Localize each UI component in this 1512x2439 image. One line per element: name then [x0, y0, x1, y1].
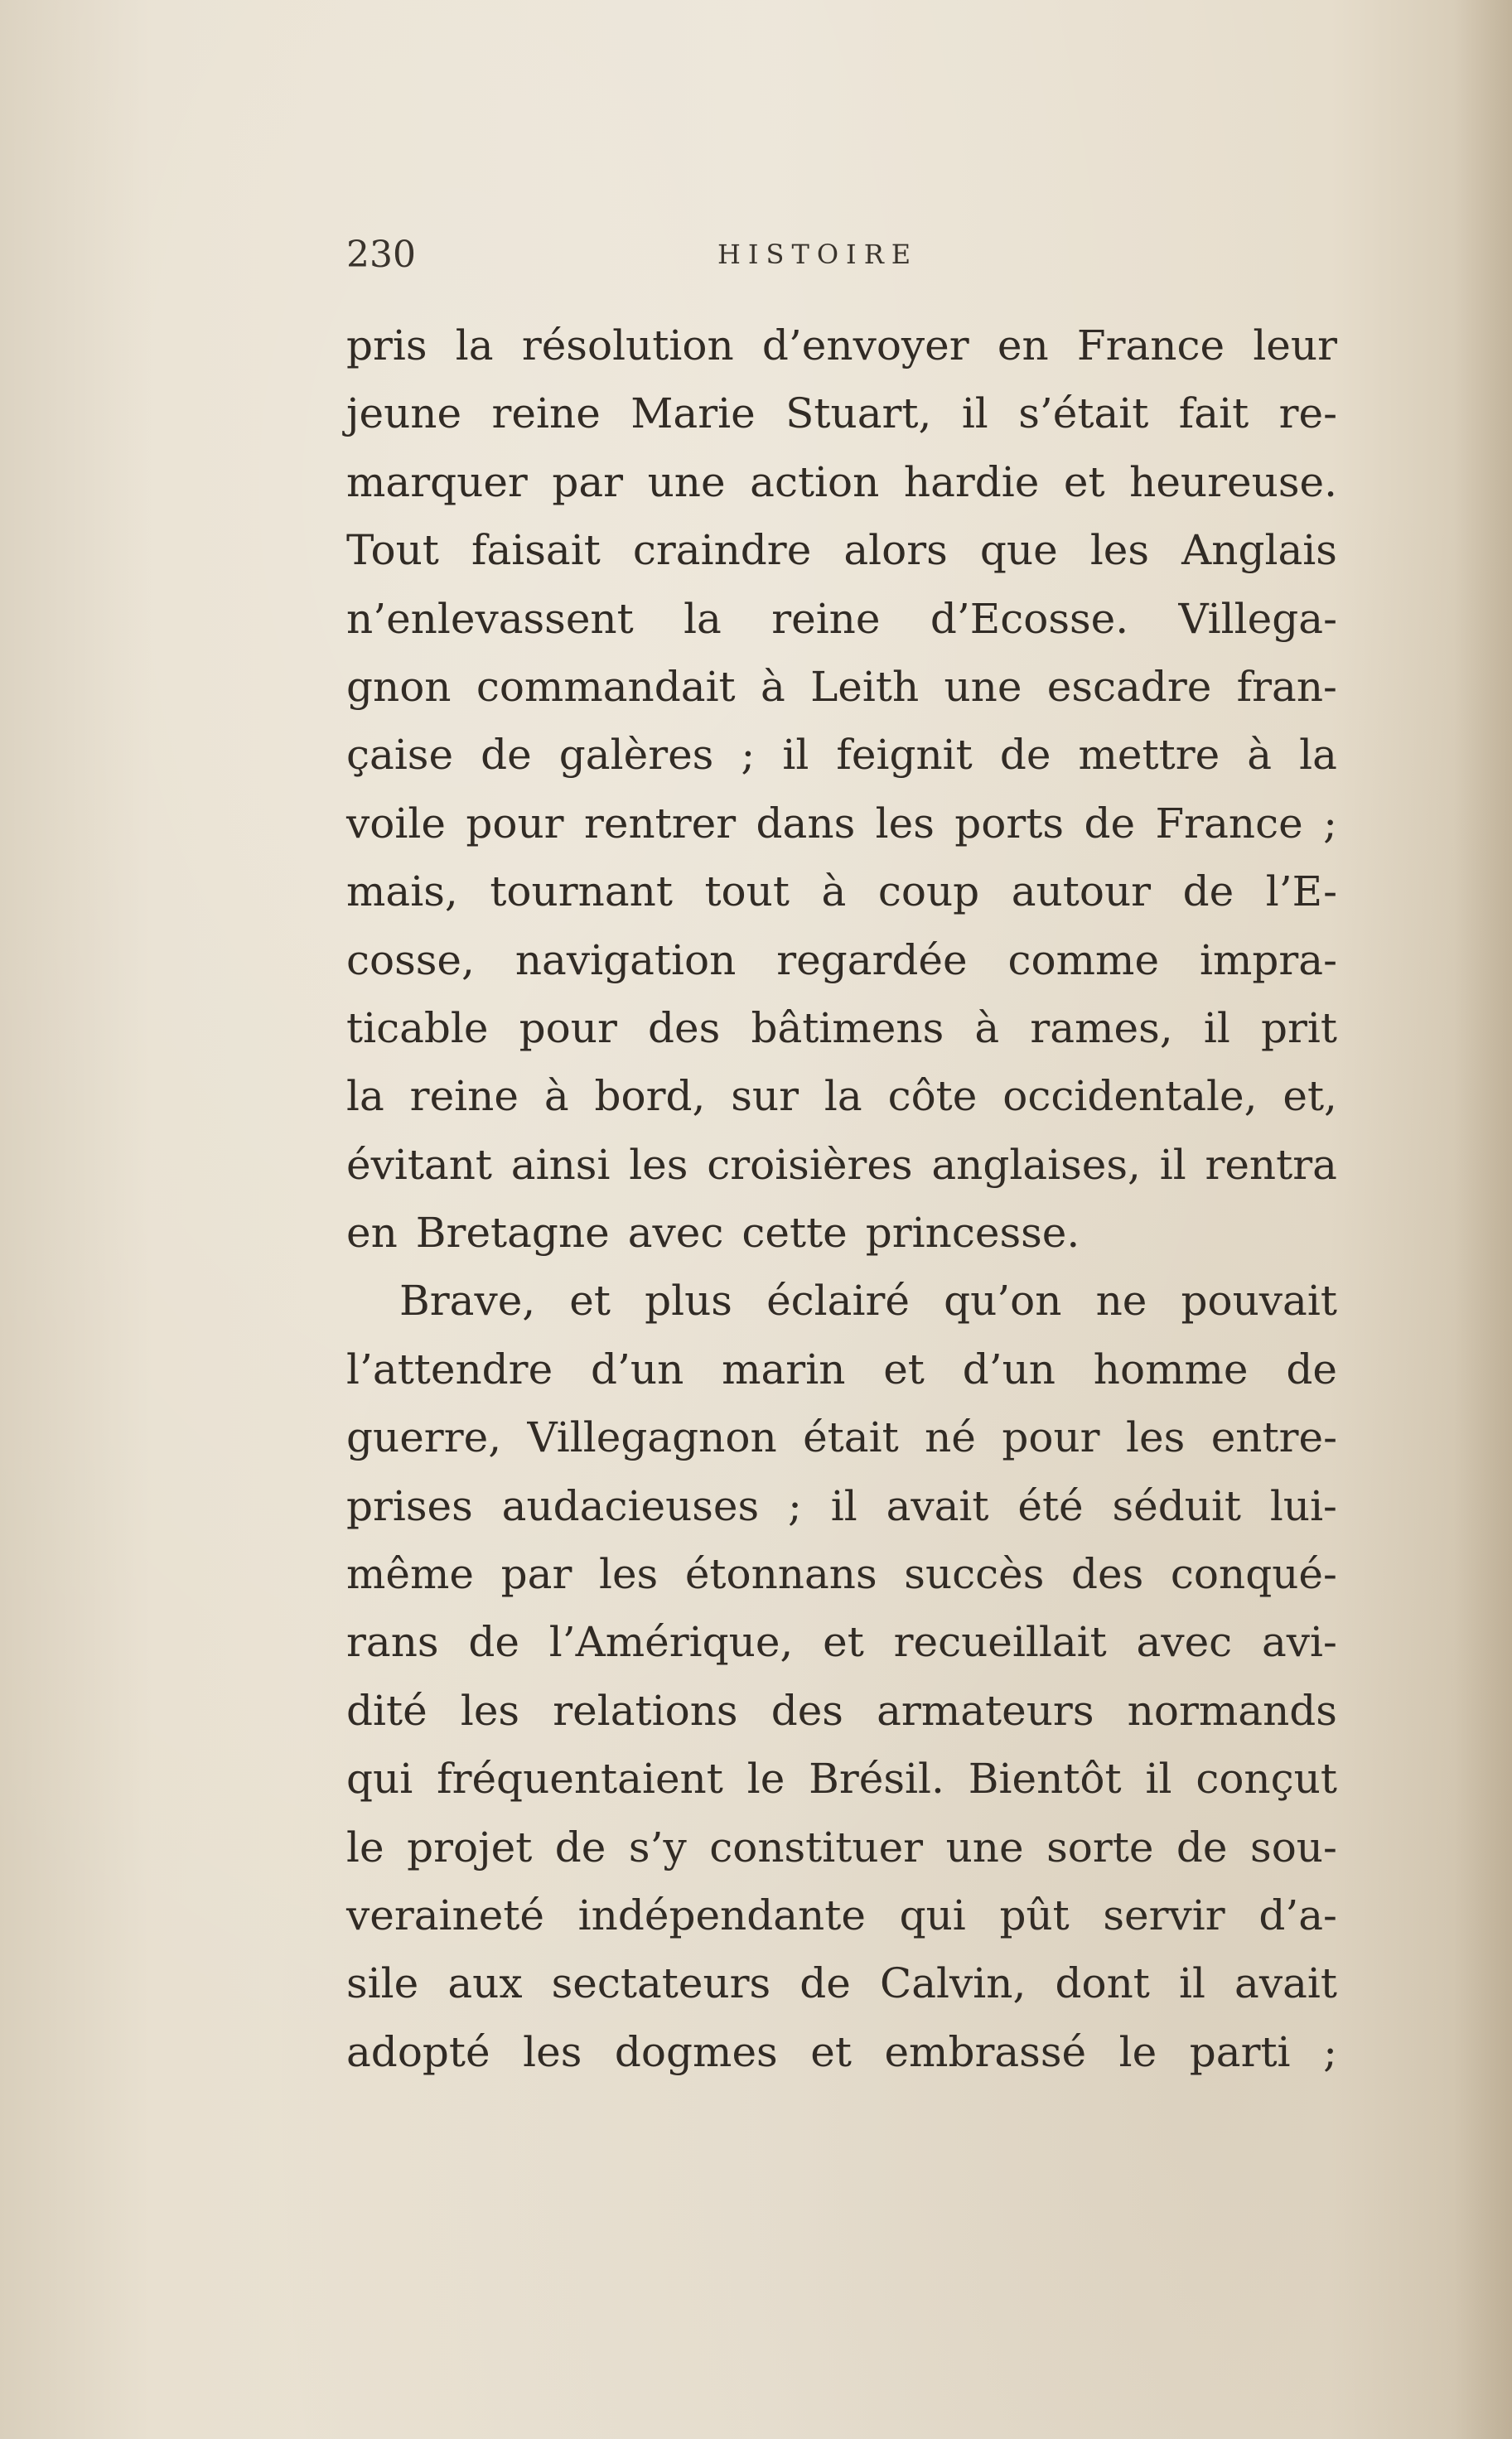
word: action — [750, 457, 880, 506]
word: qui — [899, 1891, 966, 1939]
word: des — [648, 1003, 721, 1052]
text-line — [346, 1949, 1337, 2017]
word: la — [684, 594, 722, 643]
word: à — [760, 662, 785, 711]
word: les — [629, 1140, 688, 1189]
word: pût — [999, 1891, 1070, 1939]
word: Marie — [630, 389, 756, 438]
word: de — [1286, 1345, 1337, 1393]
word: et — [1063, 457, 1105, 506]
page-number: 230 — [346, 234, 416, 276]
word: coup — [877, 867, 980, 916]
word: l’attendre — [346, 1345, 553, 1393]
running-head — [346, 234, 1341, 292]
word: la — [824, 1072, 862, 1121]
word: embrassé — [884, 2027, 1087, 2076]
word: aux — [447, 1959, 523, 2008]
word: pris — [346, 321, 428, 369]
word: l’E- — [1265, 867, 1337, 916]
word: leur — [1253, 321, 1337, 369]
word: indépendante — [577, 1891, 866, 1939]
word: à — [543, 1072, 569, 1121]
word: il — [782, 731, 809, 780]
text-line — [346, 1062, 1337, 1130]
word: par — [500, 1550, 572, 1599]
word: le — [746, 1755, 785, 1804]
word: Brave, — [399, 1277, 536, 1326]
text-line — [346, 1199, 1337, 1267]
word: les — [523, 2027, 582, 2076]
word: la — [346, 1072, 384, 1121]
word: Leith — [810, 662, 920, 711]
word: tout — [704, 867, 790, 916]
word: adopté — [346, 2027, 490, 2076]
word: craindre — [632, 526, 812, 575]
word: sile — [346, 1959, 419, 2008]
text-line — [346, 721, 1337, 789]
word: ne — [1095, 1277, 1147, 1326]
word: voile — [346, 799, 446, 848]
word: avi- — [1261, 1618, 1337, 1667]
word: dogmes — [614, 2027, 778, 2076]
word: des — [1071, 1550, 1144, 1599]
word: sectateurs — [551, 1959, 771, 2008]
text-line — [346, 1131, 1337, 1199]
word: de — [799, 1959, 851, 2008]
text-line — [346, 790, 1337, 857]
word: veraineté — [346, 1891, 545, 1939]
word: et — [569, 1277, 611, 1326]
word: rentrer — [583, 799, 737, 848]
word: Brésil. — [809, 1755, 944, 1804]
word: pour — [466, 799, 564, 848]
word: les — [875, 799, 935, 848]
word: ; — [1323, 799, 1337, 848]
text-line — [346, 1540, 1337, 1608]
word: le — [1118, 2027, 1157, 2076]
word: armateurs — [877, 1686, 1094, 1735]
word: bord, — [594, 1072, 706, 1121]
word: homme — [1093, 1345, 1249, 1393]
word: conçut — [1196, 1755, 1337, 1804]
text-line — [346, 1745, 1337, 1813]
word: par — [552, 457, 624, 506]
word: avec — [627, 1209, 724, 1258]
word: que — [979, 526, 1058, 575]
word: princesse. — [865, 1209, 1080, 1258]
word: il — [961, 389, 988, 438]
word: France — [1155, 799, 1303, 848]
word: pouvait — [1181, 1277, 1337, 1326]
word: projet — [407, 1823, 533, 1872]
word: dité — [346, 1686, 428, 1735]
word: d’un — [590, 1345, 684, 1393]
word: pour — [519, 1003, 617, 1052]
word: relations — [553, 1686, 738, 1735]
text-line — [346, 312, 1337, 379]
word: ticable — [346, 1003, 489, 1052]
text-line — [346, 1472, 1337, 1540]
word: alors — [843, 526, 948, 575]
word: jeune — [346, 389, 462, 438]
word: de — [1084, 799, 1136, 848]
word: les — [1126, 1413, 1186, 1462]
word: d’Ecosse. — [930, 594, 1129, 643]
word: prises — [346, 1481, 473, 1530]
page-header: HISTOIRE — [717, 239, 919, 270]
word: s’y — [628, 1823, 687, 1872]
word: de — [468, 1618, 519, 1667]
word: Tout — [346, 526, 439, 575]
word: avait — [1234, 1959, 1337, 2008]
word: entre- — [1210, 1413, 1337, 1462]
word: fréquentaient — [437, 1755, 723, 1804]
word: de — [1182, 867, 1234, 916]
word: pour — [1002, 1413, 1100, 1462]
word: faisait — [471, 526, 601, 575]
word: d’un — [962, 1345, 1056, 1393]
text-line — [346, 1608, 1337, 1676]
word: plus — [645, 1277, 732, 1326]
word: anglaises, — [931, 1140, 1141, 1189]
word: comme — [1007, 935, 1160, 984]
word: ; — [788, 1481, 802, 1530]
text-line — [346, 1403, 1337, 1471]
text-line — [346, 1881, 1337, 1949]
word: la — [455, 321, 494, 369]
word: cette — [742, 1209, 848, 1258]
word: en — [346, 1209, 398, 1258]
word: feignit — [836, 731, 973, 780]
word: une — [945, 1823, 1024, 1872]
word: il — [830, 1481, 857, 1530]
text-line — [346, 2018, 1337, 2086]
word: bâtimens — [751, 1003, 944, 1052]
word: le — [346, 1823, 384, 1872]
word: il — [1203, 1003, 1230, 1052]
word: constituer — [709, 1823, 924, 1872]
word: rentra — [1205, 1140, 1337, 1189]
word: séduit — [1112, 1481, 1242, 1530]
text-line — [346, 516, 1337, 584]
text-line — [346, 379, 1337, 447]
word: marin — [722, 1345, 846, 1393]
word: qu’on — [944, 1277, 1062, 1326]
word: parti — [1189, 2027, 1291, 2076]
text-line — [346, 585, 1337, 653]
word: les — [1089, 526, 1150, 575]
word: sorte — [1046, 1823, 1154, 1872]
word: ; — [1323, 2027, 1337, 2076]
word: Villega- — [1178, 594, 1337, 643]
word: Bientôt — [968, 1755, 1122, 1804]
text-line — [346, 448, 1337, 516]
word: re- — [1278, 389, 1337, 438]
word: avec — [1136, 1618, 1233, 1667]
word: ; — [741, 731, 756, 780]
word: ainsi — [510, 1140, 611, 1189]
word: escadre — [1046, 662, 1212, 711]
word: il — [1145, 1755, 1172, 1804]
word: conqué- — [1170, 1550, 1337, 1599]
word: audacieuses — [501, 1481, 760, 1530]
word: Anglais — [1181, 526, 1337, 575]
word: heureuse. — [1129, 457, 1337, 506]
word: occidentale, — [1002, 1072, 1258, 1121]
text-line — [346, 857, 1337, 925]
word: Calvin, — [879, 1959, 1027, 2008]
word: reine — [409, 1072, 519, 1121]
text-line — [346, 1267, 1337, 1335]
word: marquer — [346, 457, 528, 506]
word: avait — [886, 1481, 989, 1530]
word: guerre, — [346, 1413, 502, 1462]
word: impra- — [1199, 935, 1337, 984]
word: en — [997, 321, 1049, 369]
word: il — [1178, 1959, 1205, 2008]
word: tournant — [490, 867, 673, 916]
word: et — [823, 1618, 864, 1667]
word: succès — [904, 1550, 1045, 1599]
word: regardée — [776, 935, 968, 984]
word: hardie — [903, 457, 1040, 506]
word: évitant — [346, 1140, 493, 1189]
word: normands — [1127, 1686, 1337, 1735]
word: Bretagne — [415, 1209, 610, 1258]
word: cosse, — [346, 935, 475, 984]
word: il — [1159, 1140, 1186, 1189]
word: Villegagnon — [527, 1413, 777, 1462]
word: dont — [1055, 1959, 1150, 2008]
word: lui- — [1269, 1481, 1337, 1530]
word: côte — [887, 1072, 978, 1121]
word: résolution — [521, 321, 734, 369]
word: à — [974, 1003, 1000, 1052]
word: des — [770, 1686, 843, 1735]
word: navigation — [514, 935, 737, 984]
word: çaise — [346, 731, 454, 780]
text-line — [346, 1814, 1337, 1881]
word: les — [460, 1686, 520, 1735]
word: rans — [346, 1618, 439, 1667]
word: s’était — [1018, 389, 1149, 438]
word: à — [821, 867, 847, 916]
word: et, — [1283, 1072, 1337, 1121]
word: né — [925, 1413, 976, 1462]
word: et — [883, 1345, 925, 1393]
word: de — [481, 731, 532, 780]
word: prit — [1261, 1003, 1337, 1052]
word: était — [803, 1413, 899, 1462]
text-line — [346, 994, 1337, 1062]
word: de — [554, 1823, 606, 1872]
word: fait — [1178, 389, 1249, 438]
word: Stuart, — [785, 389, 932, 438]
word: sur — [731, 1072, 799, 1121]
word: de — [1176, 1823, 1228, 1872]
word: gnon — [346, 662, 452, 711]
word: éclairé — [766, 1277, 910, 1326]
word: ports — [954, 799, 1065, 848]
word: reine — [771, 594, 881, 643]
word: à — [1247, 731, 1273, 780]
word: reine — [491, 389, 601, 438]
word: été — [1017, 1481, 1084, 1530]
text-line — [346, 1677, 1337, 1745]
word: galères — [558, 731, 714, 780]
word: commandait — [476, 662, 736, 711]
word: dans — [756, 799, 856, 848]
text-line — [346, 653, 1337, 721]
word: étonnans — [684, 1550, 877, 1599]
text-line — [346, 1335, 1337, 1403]
word: de — [999, 731, 1051, 780]
word: rames, — [1030, 1003, 1173, 1052]
body-text — [346, 312, 1337, 2086]
word: l’Amérique, — [548, 1618, 794, 1667]
word: servir — [1103, 1891, 1225, 1939]
word: les — [598, 1550, 659, 1599]
word: qui — [346, 1755, 413, 1804]
word: sou- — [1250, 1823, 1337, 1872]
word: fran- — [1236, 662, 1337, 711]
word: mais, — [346, 867, 458, 916]
word: même — [346, 1550, 475, 1599]
page-gutter-shadow — [1454, 0, 1512, 2439]
word: la — [1299, 731, 1337, 780]
word: autour — [1011, 867, 1152, 916]
word: recueillait — [893, 1618, 1107, 1667]
word: d’envoyer — [761, 321, 969, 369]
word: et — [810, 2027, 852, 2076]
word: une — [647, 457, 726, 506]
word: mettre — [1078, 731, 1220, 780]
word: d’a- — [1258, 1891, 1337, 1939]
word: France — [1076, 321, 1225, 369]
word: n’enlevassent — [346, 594, 634, 643]
word: croisières — [707, 1140, 913, 1189]
word: une — [944, 662, 1022, 711]
text-line — [346, 926, 1337, 994]
